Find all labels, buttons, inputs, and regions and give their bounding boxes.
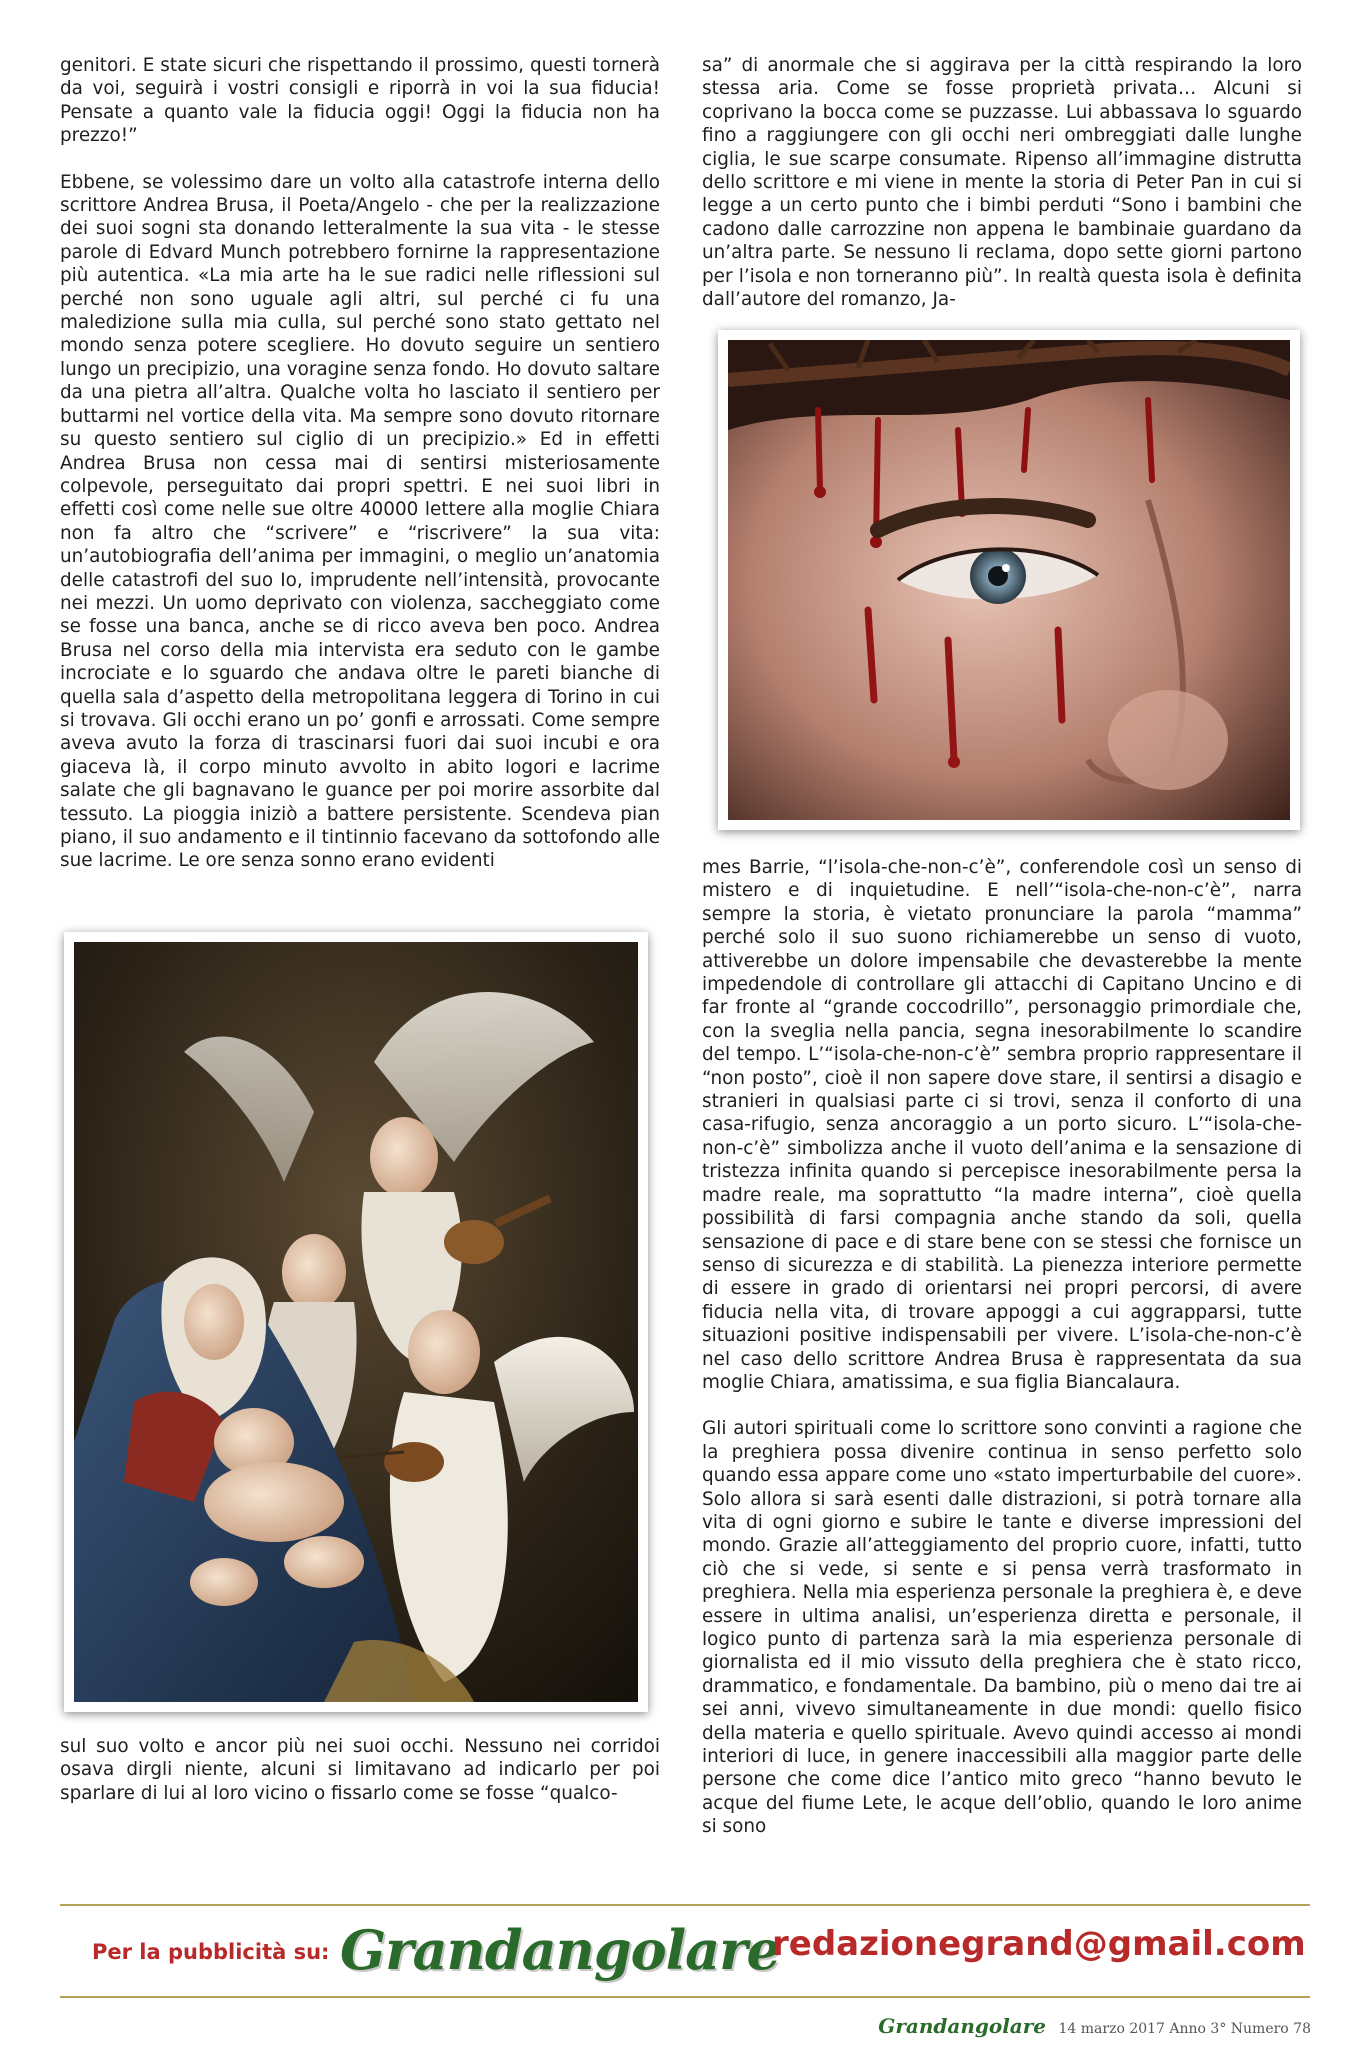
ad-top-rule [60, 1904, 1310, 1906]
ad-bottom-rule [60, 1996, 1310, 1998]
christ-face-photo [718, 330, 1300, 830]
paragraph: mes Barrie, “l’isola-che-non-c’è”, conferendole così un senso di mistero e di inquietudine. E nell’“isola-che-non-c’è”, narra sempre la storia, è vietato pronunciare la parola “mamma” perché solo il suo suono richiamerebbe un senso di vuoto, attiverebbe un dolore impensabile che devasterebbe la mente impedendole di controllare gli attacchi di Capitano Uncino e di far fronte al “grande coccodrillo”, personaggio primordiale che, con la sveglia nella pancia, segna inesorabilmente lo scandire del tempo. L’“isola-che-non-c’è” sembra proprio rappresentare il “non posto”, cioè il non sapere dove stare, il sentirsi a disagio e stranieri in qualsiasi parte ci si trovi, senza il conforto di una casa-rifugio, senza ancoraggio a un porto sicuro. L’“isola-che-non-c’è” simbolizza anche il vuoto dell’anima e la sensazione di tristezza infinita quando si percepisce inesorabilmente persa la madre reale, ma soprattutto “la madre interna”, cioè quella possibilità di farsi compagnia anche stando da soli, quella sensazione di pace e di stare bene con se stessi che fornisce un senso di sicurezza e di stabilità. La pienezza interiore permette di essere in grado di orientarsi nei propri percorsi, di avere fiducia nella vita, di trovare appoggi a cui aggrapparsi, tutte situazioni positive indispensabili per vivere. L’isola-che-non-c’è nel caso dello scrittore Andrea Brusa è rappresentata da sua moglie Chiara, amatissima, e sua figlia Biancalaura. [702, 857, 1302, 1393]
paragraph: Gli autori spirituali come lo scrittore sono convinti a ragione che la preghiera possa divenire continua in senso perfetto solo quando essa appare come uno «stato imperturbabile del cuore». Solo allora si sarà esenti dalle distrazioni, si potrà tornare alla vita di ogni giorno e subire le tante e diverse impressioni del mondo. Grazie all’atteggiamento del proprio cuore, infatti, tutto ciò che si vede, si sente e si pensa verrà trasformato in preghiera. Nella mia esperienza personale la preghiera è, e deve essere in ultima analisi, un’esperienza diretta e personale, il logico punto di partenza sarà la mia esperienza personale di giornalista ed il mio vissuto della preghiera che è stato ricco, drammatico, e fondamentale. Da bambino, più o meno dai tre ai sei anni, vivevo simultaneamente in due mondi: quello fisico della materia e quello spirituale. Avevo quindi accesso ai mondi interiori di luce, in genere inaccessibili alla maggior parte delle persone che come dice l’antico mito greco “hanno bevuto le acque del fiume Lete, le acque dell’oblio, quando le loro anime si sono [702, 1418, 1302, 1838]
left-column-bottom [60, 1735, 660, 1805]
ad-email-link[interactable]: redazionegrand@gmail.com [772, 1924, 1306, 1964]
paragraph: sul suo volto e ancor più nei suoi occhi. Nessuno nei corridoi osava dirgli niente, alcuni si limitavano ad indicarlo per poi sparlare di lui al loro vicino o fissarlo come se fosse “qualco- [60, 1736, 660, 1804]
footer-issue: 14 marzo 2017 Anno 3° Numero 78 [1058, 2021, 1311, 2037]
grandangolare-logo: Grandangolare [340, 1918, 780, 1982]
paragraph: genitori. E state sicuri che rispettando il prossimo, questi tornerà da voi, seguirà i vostri consigli e riporrà in voi la sua fiducia! Pensate a quanto vale la fiducia oggi! Oggi la fiducia non ha prezzo!” [60, 55, 660, 147]
page-footer [878, 2014, 1311, 2038]
paragraph: Ebbene, se volessimo dare un volto alla catastrofe interna dello scrittore Andrea Brusa, il Poeta/Angelo - che per la realizzazione dei suoi sogni sta donando letteralmente la sua vita - le stesse parole di Edvard Munch potrebbero fornirne la rappresentazione più autentica. «La mia arte ha le sue radici nelle riflessioni sul perché non sono uguale agli altri, sul perché ci fu una maledizione sulla mia culla, sul perché sono stato gettato nel mondo senza potere scegliere. Ho dovuto seguire un sentiero lungo un precipizio, una voragine senza fondo. Ho dovuto saltare da una pietra all’altra. Qualche volta ho lasciato il sentiero per buttarmi nel vortice della vita. Ma sempre sono dovuto ritornare su questo sentiero sul ciglio di un precipizio.» Ed in effetti Andrea Brusa non cessa mai di sentirsi misteriosamente colpevole, perseguitato dai propri spettri. E nei suoi libri in effetti così come nelle sue oltre 40000 lettere alla moglie Chiara non fa altro che “scrivere” e “riscrivere” la sua vita: un’autobiografia dell’anima per immagini, o meglio un’anatomia delle catastrofi del suo Io, imprudente nell’intensità, provocante nei mezzi. Un uomo deprivato con violenza, saccheggiato come se fosse una banca, anche se di ricco aveva ben poco. Andrea Brusa nel corso della mia intervista era seduto con le gambe incrociate e lo sguardo che andava oltre le pareti bianche di quella sala d’aspetto della metropolitana leggera di Torino in cui si trovava. Gli occhi erano un po’ gonfi e arrossati. Come sempre aveva avuto la forza di trascinarsi fuori dai suoi incubi e ora giaceva là, il corpo minuto avvolto in abito logori e lacrime salate che gli bagnavano le guance per poi morire assorbite dal tessuto. La pioggia iniziò a battere persistente. Scendeva pian piano, il suo andamento e il tintinnio facevano da sottofondo alle sue lacrime. Le ore senza sonno erano evidenti [60, 171, 660, 872]
right-column-bottom [702, 856, 1302, 1839]
footer-brand: Grandangolare [878, 2014, 1047, 2038]
paragraph: sa” di anormale che si aggirava per la città respirando la loro stessa aria. Come se fosse proprietà privata… Alcuni si coprivano la bocca come se puzzasse. Lui abbassava lo sguardo fino a raggiungere con gli occhi neri ombreggiati dalle lunghe ciglia, le sue scarpe consumate. Ripenso all’immagine distrutta dello scrittore e mi viene in mente la storia di Peter Pan in cui si legge a un certo punto che i bimbi perduti “Sono i bambini che cadono dalle carrozzine non appena le bambinaie guardano da un’altra parte. Se nessuno li reclama, dopo sette giorni partono per l’isola e non torneranno più”. In realtà questa isola è definita dall’autore del romanzo, Ja- [702, 55, 1302, 311]
left-column-top [60, 54, 660, 873]
ad-label: Per la pubblicità su: [92, 1940, 330, 1964]
angels-painting [64, 932, 648, 1712]
right-column-top [702, 54, 1302, 311]
